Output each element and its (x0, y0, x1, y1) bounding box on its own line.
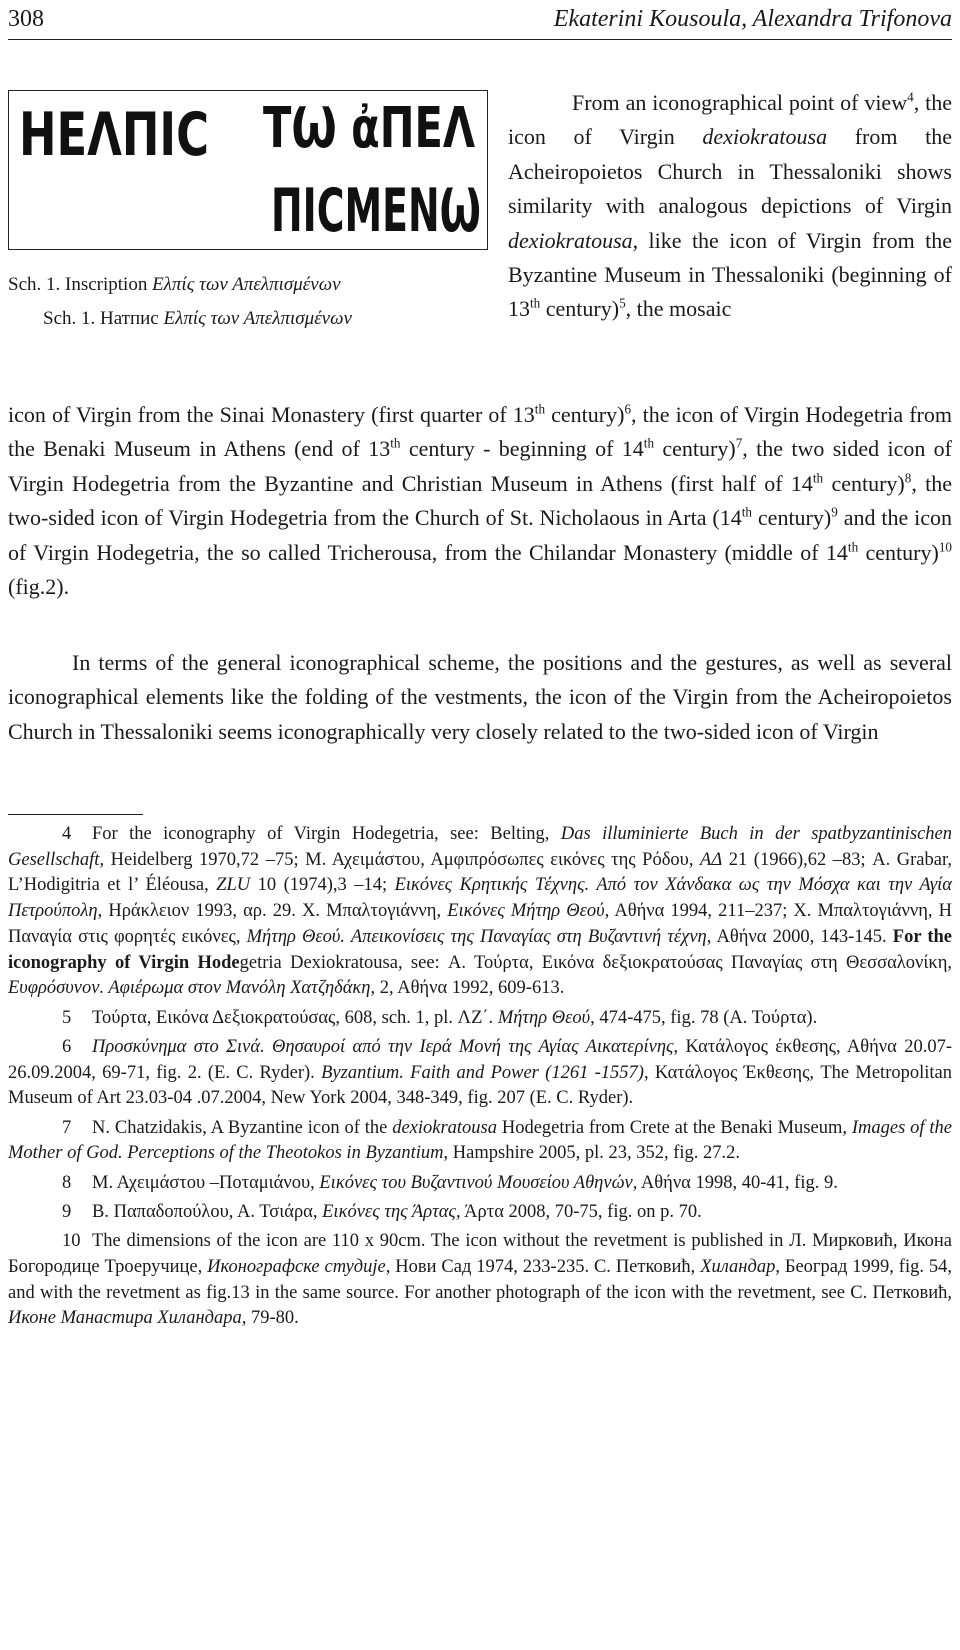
footnote-ref-6: 6 (624, 401, 632, 417)
footnote-7: 7 N. Chatzidakis, A Byzantine icon of the dexiokratousa Hodegetria from Crete at the Benaki Museum, Images of the Mother of God. Perceptions of the Theotokos in Byzantium, Hampshire 2005, pl. 23, 352, fig. 27.2. (8, 1117, 952, 1164)
footnote-ref-8: 8 (904, 470, 912, 486)
footnote-4: 4 For the iconography of Virgin Hodegetria, see: Belting, Das illuminierte Buch in der spatbyzantinischen Gesellschaft, Heidelberg 1970,72 –75; Μ. Αχειμάστου, Αμφιπρόσωπες εικόνες της Ρόδου, ΑΔ 21 (1966),62 –83; A. Grabar, L’Hodigitria et l’ Éléousa, ZLU 10 (1974),3 –14; Εικόνες Κρητικής Τέχνης. Από τον Χάνδακα ως την Μόσχα και την Αγία Πετρούπολη, Ηράκλειον 1993, αρ. 29. Χ. Μπαλτογιάννη, Εικόνες Μήτηρ Θεού, Αθήνα 1994, 211–237; Χ. Μπαλτογιάννη, Η Παναγία στις φορητές εικόνες, Μήτηρ Θεού. Απεικονίσεις της Παναγίας στη Βυζαντινή τέχνη, Αθήνα 2000, 143-145. For the iconography of Virgin Hodegetria Dexiokratousa, see: Α. Τούρτα, Εικόνα δεξιοκρατούσας Παναγίας στη Θεσσαλονίκη, Ευφρόσυνον. Αφιέρωμα στον Μανόλη Χατζηδάκη, 2, Αθήνα 1992, 609-613. (8, 824, 952, 999)
running-head-authors: Ekaterini Kousoula, Alexandra Trifonova (553, 6, 952, 32)
inscription-line-2: ΠΙϹΜΕΝѠ (271, 176, 481, 246)
footnote-ref-7: 7 (735, 436, 743, 452)
footnote-ref-9: 9 (831, 504, 838, 520)
footnote-8: 8 Μ. Αχειμάστου –Ποταμιάνου, Εικόνες του Βυζαντινού Μουσείου Αθηνών, Αθήνα 1998, 40-41, fig. 9. (62, 1172, 838, 1193)
footnote-9: 9 Β. Παπαδοπούλου, Α. Τσιάρα, Εικόνες της Άρτας, Άρτα 2008, 70-75, fig. on p. 70. (62, 1201, 702, 1222)
inscription-figure (8, 90, 488, 250)
header-rule (8, 39, 952, 40)
inscription-line-1b: ΤѠ ἀΠΕΛ (263, 96, 476, 161)
figure-caption-english: Sch. 1. Inscription Ελπίς των Απελπισμένων (8, 274, 341, 295)
footnote-ref-5: 5 (619, 296, 626, 312)
footnote-6: 6 Προσκύνημα στο Σινά. Θησαυροί από την Ιερά Μονή της Αγίας Αικατερίνης, Κατάλογος έκθεσης, Αθήνα 20.07-26.09.2004, 69-71, fig. 2. (E. C. Ryder). Byzantium. Faith and Power (1261 -1557), Κατάλογος Έκθεσης, The Metropolitan Museum of Art 23.03-04 .07.2004, New York 2004, 348-349, fig. 207 (E. C. Ryder). (8, 1036, 952, 1109)
footnote-separator (8, 814, 143, 815)
inscription-drawing (9, 91, 487, 249)
footnote-10: 10 The dimensions of the icon are 110 x 90cm. The icon without the revetment is published in Л. Мирковић, Икона Богородице Троеручице, Иконографске студије, Нови Сад 1974, 233-235. С. Петковић, Хиландар, Београд 1999, fig. 54, and with the revetment as fig.13 in the same source. For another photograph of the icon with the revetment, see С. Петковић, Иконе Манастира Хиландара, 79-80. (8, 1231, 952, 1329)
page-number: 308 (8, 6, 44, 32)
body-paragraph-1-wrap: From an iconographical point of view$^4$, the icon of Virgin dexiokratousa from the Acheiropoietos Church in Thessaloniki shows similarity with analogous depictions of Virgin dexiokratousa, like the icon of Virgin from the Byzantine Museum in Thessaloniki (beginning of 13th century)$^5$, the mosaic (508, 89, 952, 322)
body-paragraph-1-full: icon of Virgin from the Sinai Monastery (first quarter of 13th century)$^6$, the icon of Virgin Hodegetria from the Benaki Museum in Athens (end of 13th century - beginning of 14th century)$^7$, the two sided icon of Virgin Hodegetria from the Byzantine and Christian Museum in Athens (first half of 14th century)$^8$, the two-sided icon of Virgin Hodegetria from the Church of St. Nicholaous in Arta (14th century)$^9$ and the icon of Virgin Hodegetria, the so called Tricherousa, from the Chilandar Monastery (middle of 14th century)$^{10}$ (fig.2). (8, 401, 953, 600)
footnote-ref-10: 10 (938, 539, 952, 555)
footnotes (8, 822, 952, 1336)
running-header (8, 4, 952, 36)
figure-caption-serbian: Sch. 1. Натпис Ελπίς των Απελπισμένων (43, 308, 352, 329)
body-paragraph-2: In terms of the general iconographical scheme, the positions and the gestures, as well as several iconographical elements like the folding of the vestments, the icon of the Virgin from the Acheiropoietos Church in Thessaloniki seems iconographically very closely related to the two-sided icon of Virgin (8, 650, 952, 744)
footnote-5: 5 Τούρτα, Εικόνα Δεξιοκρατούσας, 608, sch. 1, pl. ΛΖ΄. Μήτηρ Θεού, 474-475, fig. 78 (Α. Τούρτα). (62, 1007, 818, 1028)
inscription-line-1a: ΗΕΛΠΙϹ (19, 100, 209, 170)
footnote-ref-4: 4 (907, 89, 914, 105)
